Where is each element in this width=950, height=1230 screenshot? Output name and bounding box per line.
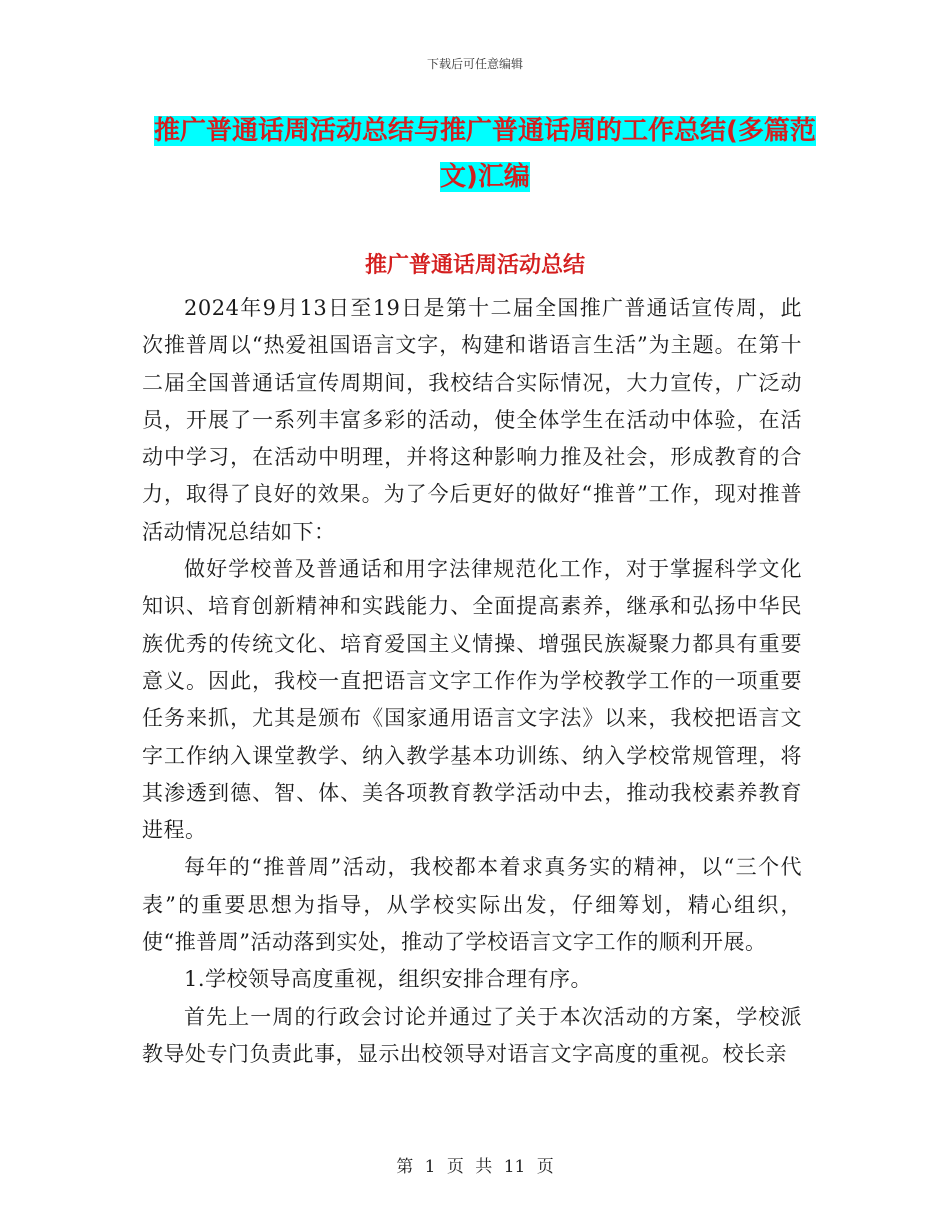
paragraph: 2024年9月13日至19日是第十二届全国推广普通话宣传周，此次推普周以“热爱祖国语言文字，构建和谐语言生活”为主题。在第十二届全国普通话宣传周期间，我校结合实际情况，大力宣传，广泛动员，开展了一系列丰富多彩的活动，使全体学生在活动中体验，在活动中学习，在活动中明理，并将这种影响力推及社会，形成教育的合力，取得了良好的效果。为了今后更好的做好“推普”工作，现对推普活动情况总结如下： xyxy=(142,296,802,544)
paragraph: 做好学校普及普通话和用字法律规范化工作，对于掌握科学文化知识、培育创新精神和实践能力、全面提高素养，继承和弘扬中华民族优秀的传统文化、培育爱国主义情操、增强民族凝聚力都具有重要意义。因此，我校一直把语言文字工作作为学校教学工作的一项重要任务来抓，尤其是颁布《国家通用语言文字法》以来，我校把语言文字工作纳入课堂教学、纳入教学基本功训练、纳入学校常规管理，将其渗透到德、智、体、美各项教育教学活动中去，推动我校素养教育进程。 xyxy=(142,557,802,843)
document-body xyxy=(142,290,802,1073)
header-note: 下载后可任意编辑 xyxy=(426,57,523,71)
paragraph: 1.学校领导高度重视，组织安排合理有序。 xyxy=(184,967,593,992)
section-title: 推广普通话周活动总结 xyxy=(364,253,585,278)
document-title-text: 推广普通话周活动总结与推广普通话周的工作总结(多篇范文)汇编 xyxy=(154,116,816,192)
paragraph: 每年的“推普周”活动，我校都本着求真务实的精神，以“三个代表”的重要思想为指导，从学校实际出发，仔细筹划，精心组织，使“推普周”活动落到实处，推动了学校语言文字工作的顺利开展。 xyxy=(142,855,802,955)
paragraph: 首先上一周的行政会讨论并通过了关于本次活动的方案，学校派教导处专门负责此事，显示出校领导对语言文字高度的重视。校长亲 xyxy=(142,1004,802,1066)
page-footer: 第 1 页 共 11 页 xyxy=(396,1157,554,1177)
document-title xyxy=(140,108,830,200)
